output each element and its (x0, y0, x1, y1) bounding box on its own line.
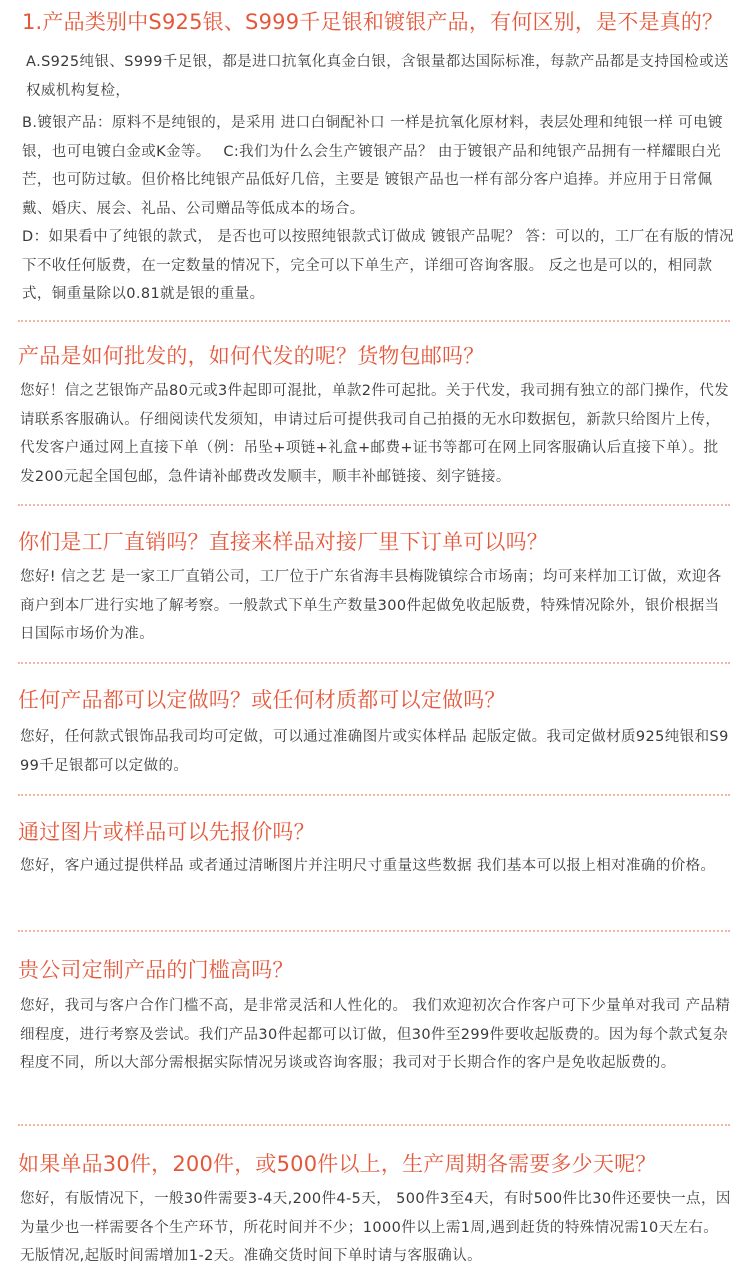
faq-1-title: 1.产品类别中S925银、S999千足银和镀银产品，有何区别，是不是真的？ (22, 10, 724, 34)
section-divider (18, 1124, 730, 1126)
faq-6-title: 贵公司定制产品的门槛高吗？ (18, 958, 294, 982)
faq-3-body: 您好! 信之艺 是一家工厂直销公司，工厂位于广东省海丰县梅陇镇综合市场南；均可来样加工订做，欢迎各商户到本厂进行实地了解考察。一般款式下单生产数量300件起做免收起版费，特殊情况除外，银价根据当日国际市场价为准。 (20, 569, 722, 642)
faq-7-title: 如果单品30件，200件，或500件以上，生产周期各需要多少天呢？ (18, 1152, 657, 1176)
section-divider (18, 930, 730, 932)
faq-1-paragraph-a: A.S925纯银、S999千足银，都是进口抗氧化真金白银，含银量都达国际标准，每款产品都是支持国检或送权威机构复检， (26, 54, 729, 99)
faq-2-title: 产品是如何批发的，如何代发的呢？货物包邮吗？ (18, 344, 485, 368)
section-divider (18, 794, 730, 796)
faq-7-body: 您好，有版情况下，一般30件需要3-4天,200件4-5天， 500件3至4天，有时500件比30件还要快一点，因为量少也一样需要各个生产环节，所花时间并不少；1000件以上需1周,遇到赶货的特殊情况需10天左右。无版情况,起版时间需增加1-2天。准确交货时间下单时请与客服确认。 (20, 1191, 731, 1264)
faq-6-body: 您好，我司与客户合作门槛不高，是非常灵活和人性化的。 我们欢迎初次合作客户可下少量单对我司 产品精细程度，进行考察及尝试。我们产品30件起都可以订做，但30件至299件要收起版费的。因为每个款式复杂程度不同，所以大部分需根据实际情况另谈或咨询客服；我司对于长期合作的客户是免收起版费的。 (20, 998, 731, 1071)
faq-4-title: 任何产品都可以定做吗？或任何材质都可以定做吗？ (18, 688, 506, 712)
section-divider (18, 662, 730, 664)
faq-2-body: 您好！信之艺银饰产品80元或3件起即可混批，单款2件可起批。关于代发，我司拥有独立的部门操作，代发请联系客服确认。仔细阅读代发须知，申请过后可提供我司自己拍摄的无水印数据包，新款只给图片上传，代发客户通过网上直接下单（例：吊坠+项链+礼盒+邮费+证书等都可在网上同客服确认后直接下单）。批发200元起全国包邮，急件请补邮费改发顺丰，顺丰补邮链接、刻字链接。 (20, 383, 729, 485)
faq-5-title: 通过图片或样品可以先报价吗？ (18, 820, 315, 844)
faq-1-paragraph-bc: B.镀银产品：原料不是纯银的，是采用 进口白铜配补口 一样是抗氧化原材料，表层处理和纯银一样 可电镀银，也可电镀白金或K金等。 C:我们为什么会生产镀银产品？ 由于镀银产品和纯银产品拥有一样耀眼白光芒，也可防过敏。但价格比纯银产品低好几倍，主要是 镀银产品也一样有部分客户追捧。并应用于日常佩戴、婚庆、展会、礼品、公司赠品等低成本的场合。 (22, 115, 723, 217)
section-divider (18, 504, 730, 506)
faq-4-body: 您好，任何款式银饰品我司均可定做，可以通过准确图片或实体样品 起版定做。我司定做材质925纯银和S999千足银都可以定做的。 (20, 729, 729, 774)
faq-5-body: 您好，客户通过提供样品 或者通过清晰图片并注明尺寸重量这些数据 我们基本可以报上相对准确的价格。 (20, 858, 716, 874)
faq-3-title: 你们是工厂直销吗？直接来样品对接厂里下订单可以吗？ (18, 530, 548, 554)
faq-1-paragraph-d: D：如果看中了纯银的款式， 是否也可以按照纯银款式订做成 镀银产品呢？ 答：可以的，工厂在有版的情况下不收任何版费，在一定数量的情况下，完全可以下单生产，详细可咨询客服。 反之也是可以的，相同款式，铜重量除以0.81就是银的重量。 (22, 229, 734, 302)
section-divider (18, 320, 730, 322)
